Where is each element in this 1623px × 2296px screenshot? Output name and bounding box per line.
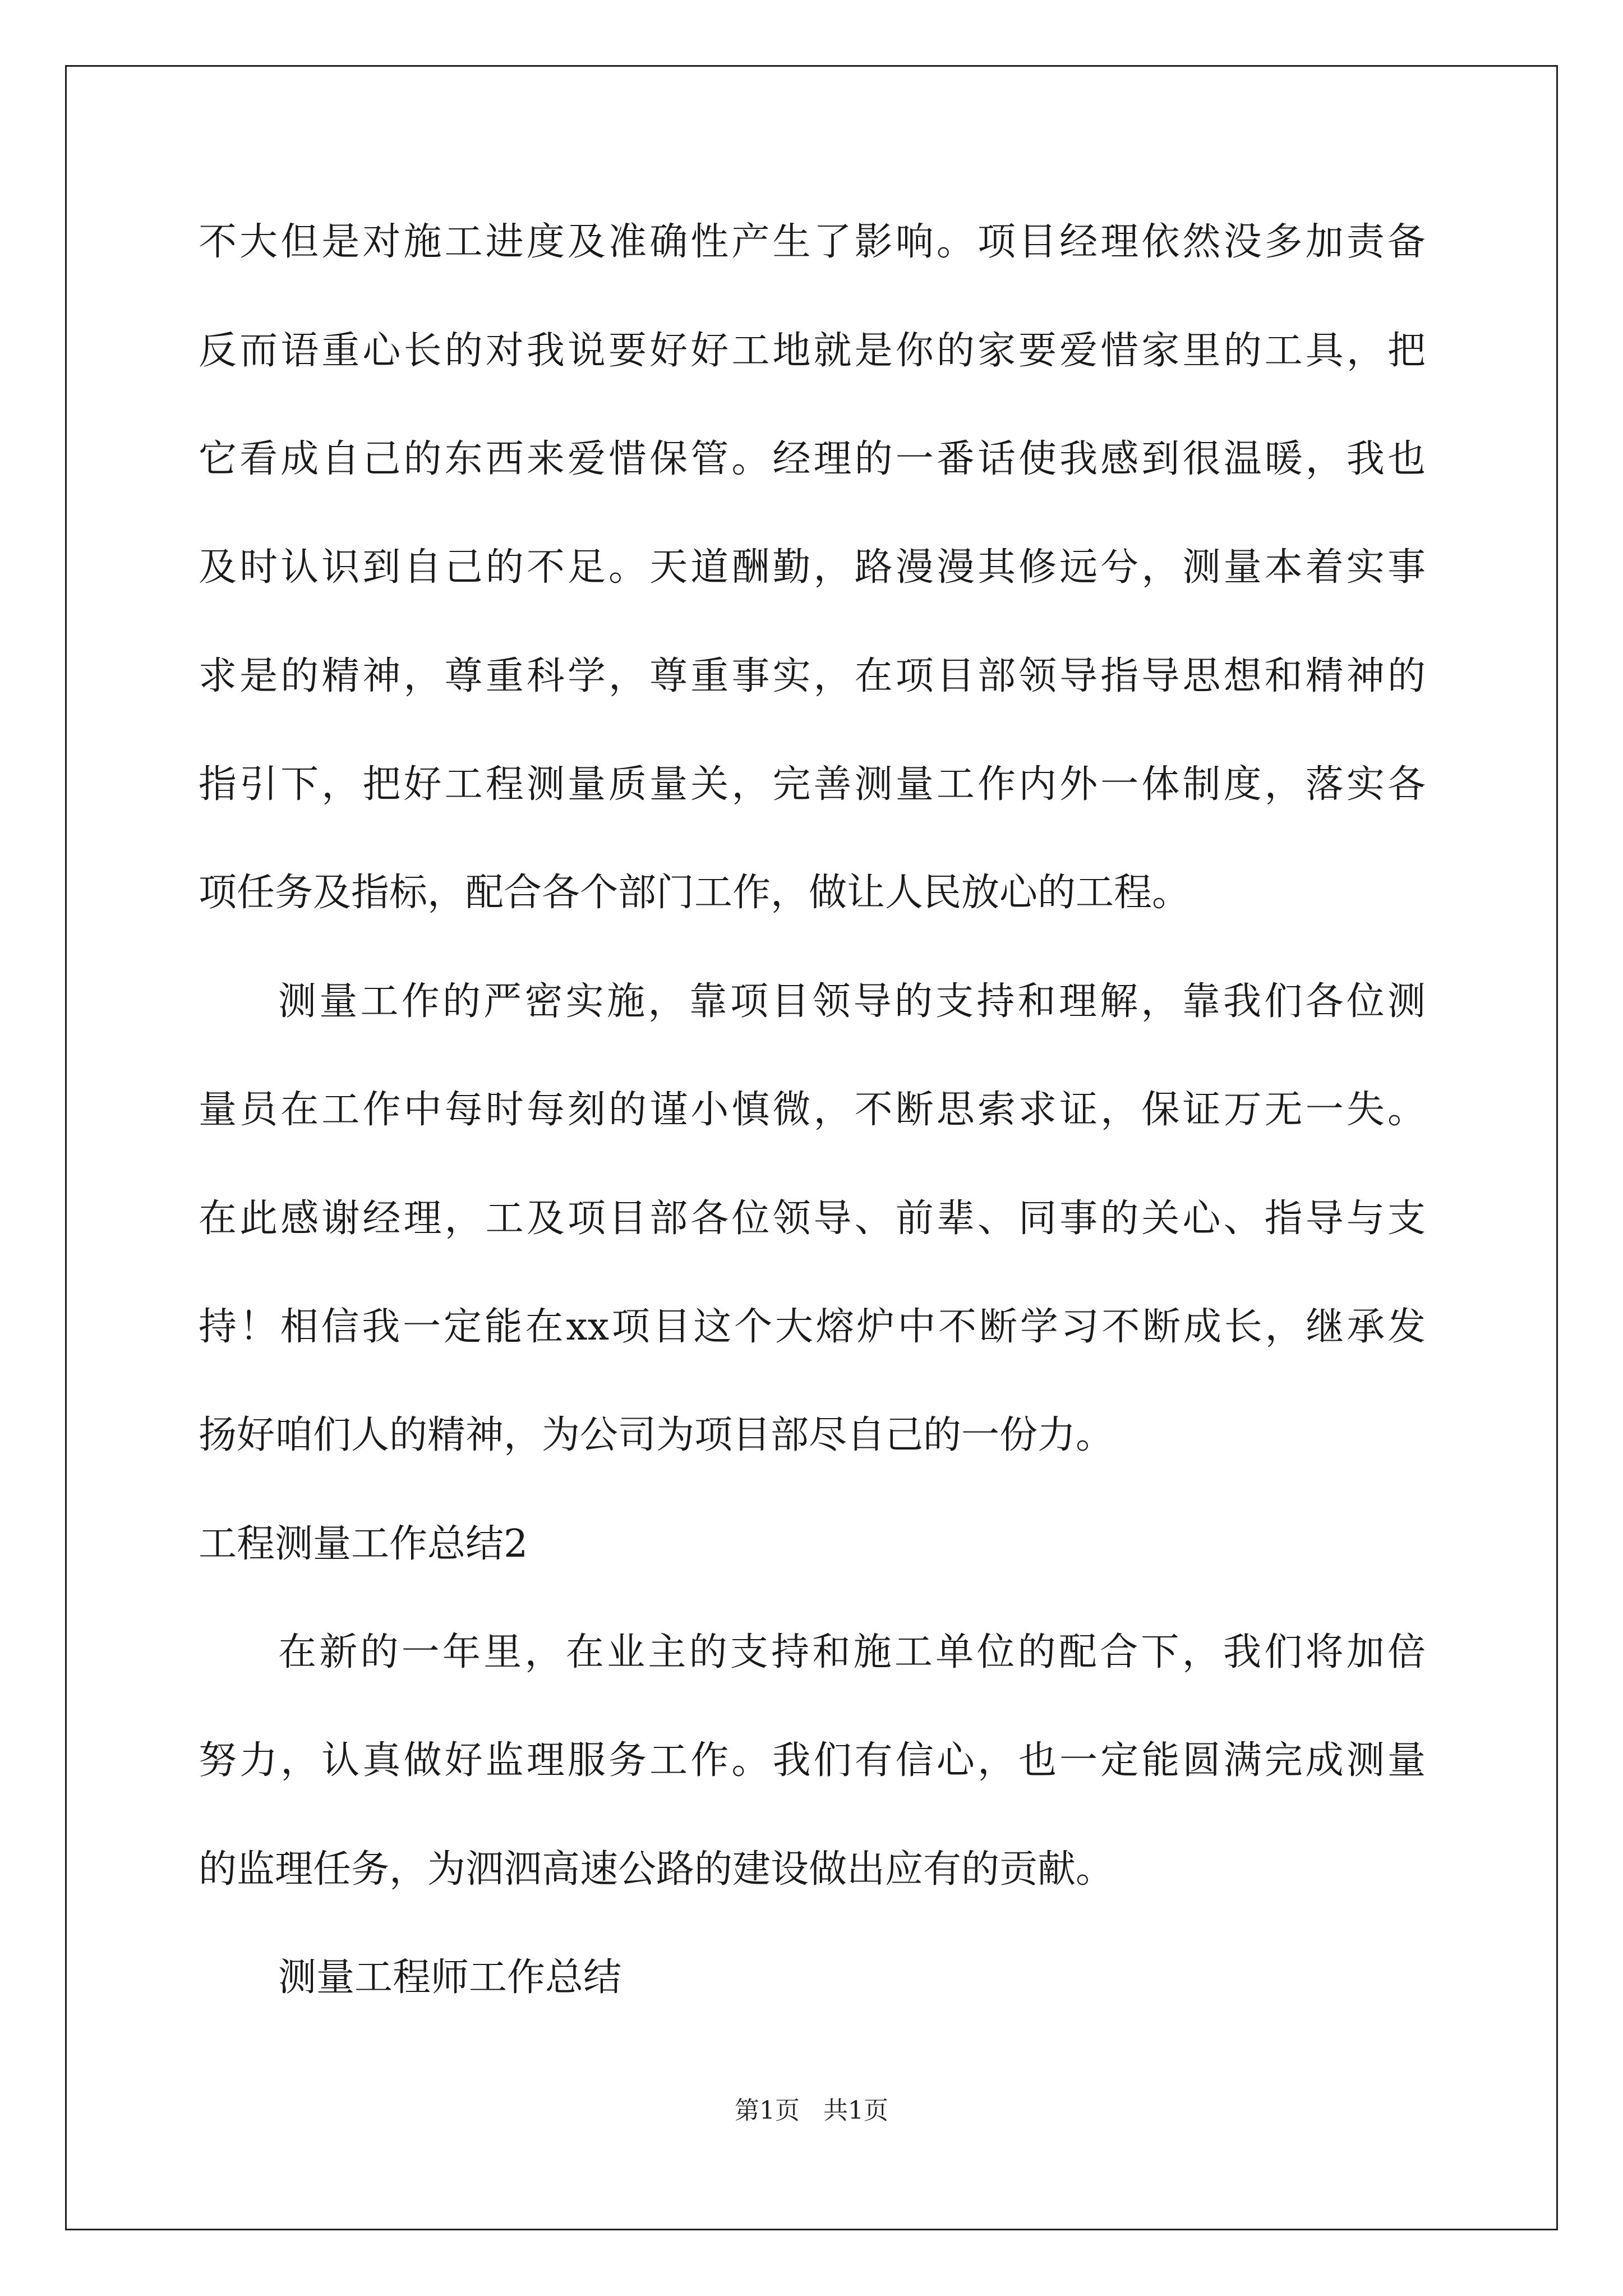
paragraph-line: 项任务及指标，配合各个部门工作，做让人民放心的工程。 [199,871,1191,915]
page-footer: 第1页 共1页 [735,2096,888,2125]
paragraph-line: 在此感谢经理，工及项目部各位领导、前辈、同事的关心、指导与支 [199,1197,1426,1241]
paragraph-line: 在新的一年里，在业主的支持和施工单位的配合下，我们将加倍 [278,1630,1426,1674]
paragraph-line: 指引下，把好工程测量质量关，完善测量工作内外一体制度，落实各 [199,762,1426,807]
paragraph-line: 不大但是对施工进度及准确性产生了影响。项目经理依然没多加责备 [199,220,1426,264]
paragraph-line: 扬好咱们人的精神，为公司为项目部尽自己的一份力。 [199,1413,1114,1457]
paragraph-line: 努力，认真做好监理服务工作。我们有信心，也一定能圆满完成测量 [199,1738,1426,1783]
subheading: 测量工程师工作总结 [278,1955,622,2000]
paragraph-line: 反而语重心长的对我说要好好工地就是你的家要爱惜家里的工具，把 [199,329,1426,373]
page-border [65,65,1558,2230]
paragraph-line: 量员在工作中每时每刻的谨小慎微，不断思索求证，保证万无一失。 [199,1088,1426,1132]
section-heading: 工程测量工作总结2 [199,1522,528,1566]
paragraph-line: 持！相信我一定能在xx项目这个大熔炉中不断学习不断成长，继承发 [199,1305,1426,1349]
paragraph-line: 及时认识到自己的不足。天道酬勤，路漫漫其修远兮，测量本着实事 [199,545,1426,590]
paragraph-line: 它看成自己的东西来爱惜保管。经理的一番话使我感到很温暖，我也 [199,437,1426,481]
paragraph-line: 求是的精神，尊重科学，尊重事实，在项目部领导指导思想和精神的 [199,654,1426,698]
paragraph-line: 的监理任务，为泗泗高速公路的建设做出应有的贡献。 [199,1847,1114,1892]
paragraph-line: 测量工作的严密实施，靠项目领导的支持和理解，靠我们各位测 [278,979,1426,1024]
